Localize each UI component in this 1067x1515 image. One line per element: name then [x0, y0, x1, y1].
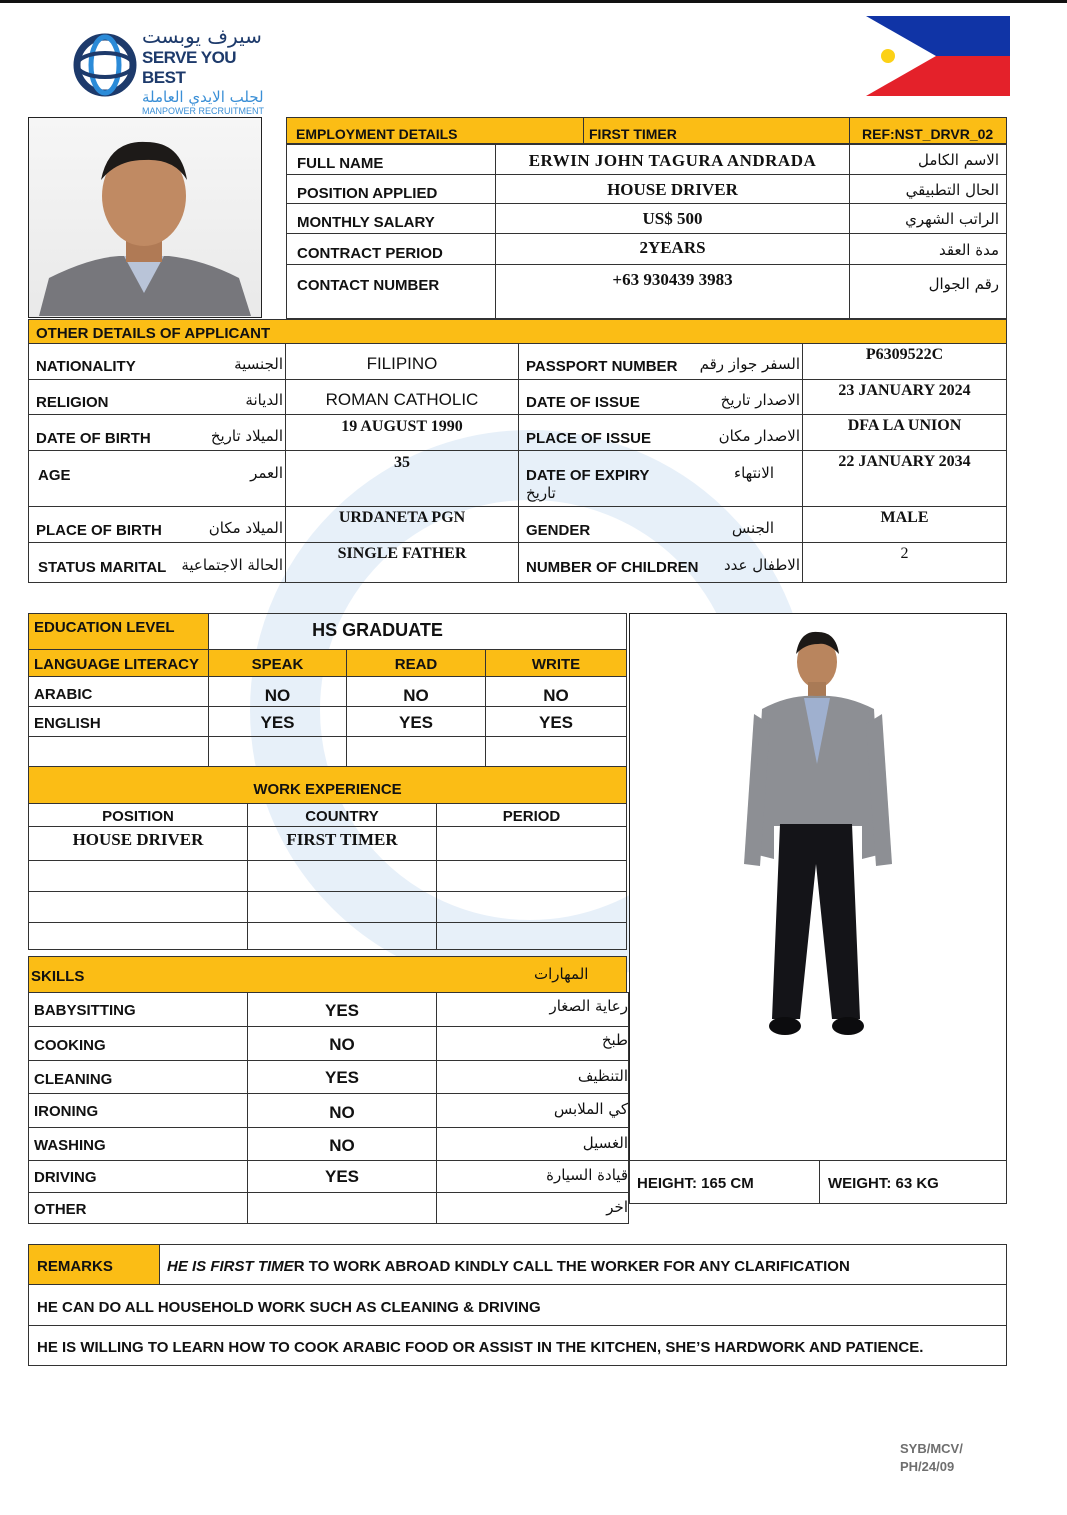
detail-label-cell — [518, 450, 803, 507]
religion-arabic: الديانة — [245, 391, 283, 409]
work-empty-cell — [247, 860, 437, 892]
write-header: WRITE — [485, 649, 627, 677]
date-of-birth-arabic: الميلاد تاريخ — [210, 427, 283, 445]
work-empty-cell — [436, 922, 627, 950]
skill-name: DRIVING — [28, 1160, 248, 1193]
full-name-label: FULL NAME — [297, 155, 384, 172]
footer-code-line-2: PH/24/09 — [900, 1459, 955, 1474]
monthly-salary-label: MONTHLY SALARY — [297, 214, 435, 231]
agency-arabic-sub: لجلب الايدي العاملة — [142, 88, 264, 106]
skills-title: SKILLS — [31, 968, 85, 985]
gender-label: GENDER — [526, 522, 591, 539]
footer-code-line-1: SYB/MCV/ — [900, 1441, 963, 1456]
status-label: FIRST TIMER — [589, 126, 677, 142]
driving-value: YES — [247, 1160, 437, 1193]
employment-details-header — [286, 117, 584, 144]
age-arabic: العمر — [250, 464, 283, 482]
cooking-arabic: طبخ — [436, 1026, 629, 1061]
skills-header — [28, 956, 627, 993]
place-of-birth-value: URDANETA PGN — [285, 506, 519, 543]
agency-name-block — [142, 24, 282, 116]
remarks-label: REMARKS — [37, 1258, 113, 1275]
marital-status-arabic: الحالة الاجتماعية — [181, 556, 283, 574]
place-of-issue-value: DFA LA UNION — [802, 414, 1007, 451]
remarks-line-1-italic: HE IS FIRST TIME — [167, 1258, 294, 1275]
language-empty-cell — [28, 736, 209, 767]
agency-logo-icon — [72, 26, 138, 104]
ref-header — [849, 117, 1007, 144]
full-name-arabic: الاسم الكامل — [849, 144, 1007, 175]
position-applied-value: HOUSE DRIVER — [495, 174, 850, 204]
language-empty-cell — [346, 736, 486, 767]
weight-value: WEIGHT: 63 KG — [819, 1160, 1007, 1204]
contact-number-value: +63 930439 3983 — [495, 264, 850, 319]
marital-status-value: SINGLE FATHER — [285, 542, 519, 583]
passport-number-value: P6309522C — [802, 343, 1007, 380]
number-of-children-label: NUMBER OF CHILDREN — [526, 559, 699, 576]
detail-label-cell — [28, 379, 286, 415]
work-empty-cell — [28, 860, 248, 892]
first-timer-header — [583, 117, 850, 144]
date-of-birth-value: 19 AUGUST 1990 — [285, 414, 519, 451]
other-details-header — [28, 319, 1007, 344]
english-read-value: YES — [346, 706, 486, 737]
work-empty-cell — [247, 922, 437, 950]
place-of-issue-label: PLACE OF ISSUE — [526, 430, 652, 447]
arabic-read-value: NO — [346, 676, 486, 707]
date-of-issue-label: DATE OF ISSUE — [526, 394, 640, 411]
cleaning-arabic: التنظيف — [436, 1060, 629, 1094]
number-of-children-arabic: الاطفال عدد — [724, 556, 800, 574]
detail-label-cell — [518, 414, 803, 451]
other-details-right — [518, 343, 1007, 583]
cooking-value: NO — [247, 1026, 437, 1061]
nationality-value: FILIPINO — [285, 343, 519, 380]
contract-period-label: CONTRACT PERIOD — [297, 245, 443, 262]
speak-header: SPEAK — [208, 649, 347, 677]
date-of-expiry-arabic-2: تاريخ — [526, 484, 556, 502]
english-speak-value: YES — [208, 706, 347, 737]
top-border — [0, 0, 1067, 3]
education-level-value: HS GRADUATE — [208, 613, 627, 650]
agency-sub: MANPOWER RECRUITMENT — [142, 106, 264, 116]
contract-period-arabic: مدة العقد — [849, 233, 1007, 265]
date-of-issue-arabic: الاصدار تاريخ — [720, 391, 800, 409]
applicant-portrait — [28, 117, 262, 318]
work-position-value: HOUSE DRIVER — [28, 826, 248, 861]
babysitting-arabic: رعاية الصغار — [436, 992, 629, 1027]
detail-label-cell — [28, 450, 286, 507]
skill-name: OTHER — [28, 1192, 248, 1224]
age-label: AGE — [38, 467, 71, 484]
emp-row-label — [286, 174, 496, 204]
skill-name: WASHING — [28, 1127, 248, 1161]
date-of-expiry-value: 22 JANUARY 2034 — [802, 450, 1007, 507]
education-level-header — [28, 613, 209, 650]
remarks-line-2: HE CAN DO ALL HOUSEHOLD WORK SUCH AS CLEANING & DRIVING — [28, 1284, 1007, 1326]
date-of-expiry-label: DATE OF EXPIRY — [526, 467, 650, 484]
cleaning-value: YES — [247, 1060, 437, 1094]
contact-number-label: CONTACT NUMBER — [297, 277, 440, 294]
detail-label-cell — [518, 343, 803, 380]
employment-details-label: EMPLOYMENT DETAILS — [296, 126, 458, 142]
monthly-salary-value: US$ 500 — [495, 203, 850, 234]
skill-name: COOKING — [28, 1026, 248, 1061]
agency-name: SERVE YOU BEST — [142, 48, 237, 87]
remarks-header — [28, 1244, 160, 1285]
other-details-title: OTHER DETAILS OF APPLICANT — [36, 325, 271, 342]
other-details-left — [28, 343, 519, 583]
nationality-arabic: الجنسية — [234, 355, 283, 373]
position-applied-label: POSITION APPLIED — [297, 185, 438, 202]
language-empty-cell — [208, 736, 347, 767]
language-row-name: ARABIC — [28, 676, 209, 707]
work-empty-cell — [28, 922, 248, 950]
arabic-write-value: NO — [485, 676, 627, 707]
emp-row-label — [286, 264, 496, 319]
work-country-header: COUNTRY — [247, 803, 437, 827]
skill-name: IRONING — [28, 1093, 248, 1128]
emp-row-label — [286, 233, 496, 265]
language-row-name: ENGLISH — [28, 706, 209, 737]
detail-label-cell — [518, 506, 803, 543]
marital-status-label: STATUS MARITAL — [38, 559, 167, 576]
passport-number-label: PASSPORT NUMBER — [526, 358, 678, 375]
religion-value: ROMAN CATHOLIC — [285, 379, 519, 415]
work-empty-cell — [28, 891, 248, 923]
full-body-photo — [629, 613, 1007, 1161]
height-value: HEIGHT: 165 CM — [629, 1160, 820, 1204]
place-of-issue-arabic: الاصدار مكان — [718, 427, 800, 445]
read-header: READ — [346, 649, 486, 677]
age-value: 35 — [285, 450, 519, 507]
language-literacy-label: LANGUAGE LITERACY — [34, 656, 199, 673]
detail-label-cell — [518, 379, 803, 415]
work-period-value — [436, 826, 627, 861]
detail-label-cell — [28, 343, 286, 380]
full-name-value: ERWIN JOHN TAGURA ANDRADA — [495, 144, 850, 175]
ref-label: REF:NST_DRVR_02 — [862, 126, 994, 142]
skills-arabic-title: المهارات — [534, 965, 589, 983]
work-empty-cell — [436, 860, 627, 892]
arabic-speak-value: NO — [208, 676, 347, 707]
religion-label: RELIGION — [36, 394, 109, 411]
footer-code — [900, 1440, 1020, 1480]
date-of-birth-label: DATE OF BIRTH — [36, 430, 151, 447]
babysitting-value: YES — [247, 992, 437, 1027]
ironing-arabic: كي الملابس — [436, 1093, 629, 1128]
washing-arabic: الغسيل — [436, 1127, 629, 1161]
detail-label-cell — [28, 506, 286, 543]
skills-table — [28, 992, 629, 1224]
contact-number-arabic: رقم الجوال — [849, 264, 1007, 319]
remarks-line-1-rest: R TO WORK ABROAD KINDLY CALL THE WORKER FOR ANY CLARIFICATION — [293, 1258, 850, 1275]
gender-value: MALE — [802, 506, 1007, 543]
emp-row-label — [286, 144, 496, 175]
skill-name: BABYSITTING — [28, 992, 248, 1027]
work-country-value: FIRST TIMER — [247, 826, 437, 861]
washing-value: NO — [247, 1127, 437, 1161]
language-literacy-header — [28, 649, 209, 677]
number-of-children-value: 2 — [802, 542, 1007, 583]
philippines-flag-icon — [866, 16, 1010, 96]
remarks-line-1 — [159, 1244, 1007, 1285]
work-period-header: PERIOD — [436, 803, 627, 827]
language-empty-cell — [485, 736, 627, 767]
detail-label-cell — [28, 414, 286, 451]
driving-arabic: قيادة السيارة — [436, 1160, 629, 1193]
remarks-line-3: HE IS WILLING TO LEARN HOW TO COOK ARABIC FOOD OR ASSIST IN THE KITCHEN, SHE’S HARDWORK AND PATIENCE. — [28, 1325, 1007, 1366]
contract-period-value: 2YEARS — [495, 233, 850, 265]
english-write-value: YES — [485, 706, 627, 737]
passport-number-arabic: السفر جواز رقم — [699, 355, 800, 373]
education-level-label: EDUCATION LEVEL — [34, 619, 175, 636]
other-arabic: اخر — [436, 1192, 629, 1224]
place-of-birth-arabic: الميلاد مكان — [208, 519, 283, 537]
gender-arabic: الجنس — [731, 519, 774, 537]
agency-arabic-name: سيرف يوبست — [142, 24, 262, 48]
emp-row-label — [286, 203, 496, 234]
monthly-salary-arabic: الراتب الشهري — [849, 203, 1007, 234]
skill-name: CLEANING — [28, 1060, 248, 1094]
date-of-issue-value: 23 JANUARY 2024 — [802, 379, 1007, 415]
ironing-value: NO — [247, 1093, 437, 1128]
place-of-birth-label: PLACE OF BIRTH — [36, 522, 162, 539]
other-value — [247, 1192, 437, 1224]
work-experience-header: WORK EXPERIENCE — [28, 766, 627, 804]
work-empty-cell — [436, 891, 627, 923]
detail-label-cell — [28, 542, 286, 583]
work-empty-cell — [247, 891, 437, 923]
detail-label-cell — [518, 542, 803, 583]
work-position-header: POSITION — [28, 803, 248, 827]
nationality-label: NATIONALITY — [36, 358, 136, 375]
date-of-expiry-arabic: الانتهاء — [734, 464, 774, 482]
position-applied-arabic: الحال التطبيقي — [849, 174, 1007, 204]
